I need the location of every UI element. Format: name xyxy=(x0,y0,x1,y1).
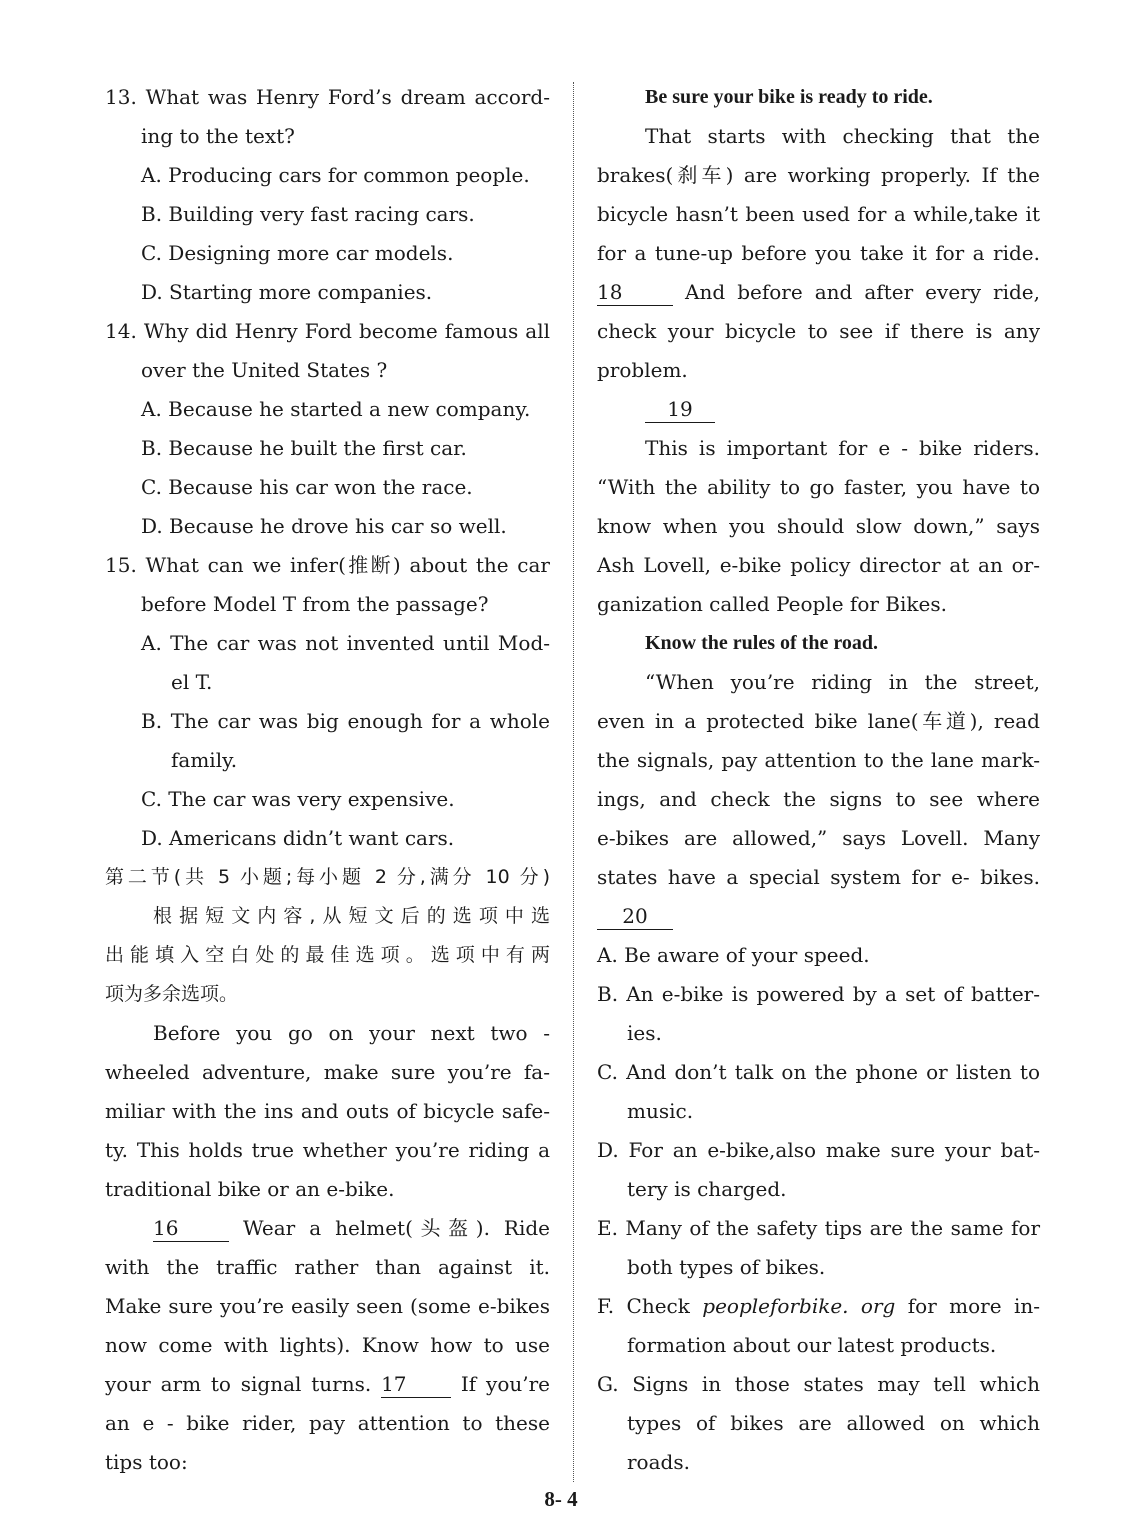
para2-line2: with the traffic rather than against it. xyxy=(105,1255,550,1279)
q13-stem-line1: 13. What was Henry Ford’s dream accord- xyxy=(105,85,550,109)
blank-19[interactable]: 19 xyxy=(645,396,715,423)
q13-option-b: B. Building very fast racing cars. xyxy=(141,202,475,226)
section-title: 第二节(共 5 小题;每小题 2 分,满分 10 分) xyxy=(105,866,550,888)
blank-18[interactable]: 18 xyxy=(597,279,673,306)
option-d-line1: D. For an e-bike,also make sure your bat- xyxy=(597,1138,1040,1162)
para1-line4: ty. This holds true whether you’re riding a xyxy=(105,1138,550,1162)
para1-line2: wheeled adventure, make sure you’re fa- xyxy=(105,1060,550,1084)
option-f-suffix: for more in- xyxy=(907,1294,1041,1318)
q15-option-c: C. The car was very expensive. xyxy=(141,787,455,811)
para3-line5 xyxy=(597,273,1040,312)
option-a: A. Be aware of your speed. xyxy=(597,943,870,967)
instructions-line1: 根据短文内容,从短文后的选项中选 xyxy=(153,905,550,927)
option-f-line1 xyxy=(597,1287,1040,1326)
para2-line5 xyxy=(105,1365,550,1404)
q14-stem-line1: 14. Why did Henry Ford become famous all xyxy=(105,319,550,343)
para5-line5: e-bikes are allowed,” says Lovell. Many xyxy=(597,826,1040,850)
blank-20-line xyxy=(597,897,1040,936)
q13-option-d: D. Starting more companies. xyxy=(141,280,433,304)
para3-line2: brakes(刹车) are working properly. If the xyxy=(597,163,1040,187)
option-f-prefix: F. Check xyxy=(597,1294,690,1318)
option-d-line2: tery is charged. xyxy=(627,1177,787,1201)
para5-line3: the signals, pay attention to the lane mark- xyxy=(597,748,1040,772)
q14-option-c: C. Because his car won the race. xyxy=(141,475,473,499)
q13-option-c: C. Designing more car models. xyxy=(141,241,454,265)
q15-option-b-line2: family. xyxy=(171,748,238,772)
para2-line7: tips too: xyxy=(105,1450,188,1474)
para3-line4: for a tune-up before you take it for a ride. xyxy=(597,241,1040,265)
option-f-line2: formation about our latest products. xyxy=(627,1333,997,1357)
heading-bike-ready: Be sure your bike is ready to ride. xyxy=(645,86,933,108)
q14-option-d: D. Because he drove his car so well. xyxy=(141,514,507,538)
para4-line5: ganization called People for Bikes. xyxy=(597,592,947,616)
option-g-line1: G. Signs in those states may tell which xyxy=(597,1372,1040,1396)
option-b-line1: B. An e-bike is powered by a set of batter- xyxy=(597,982,1040,1006)
para1-line3: miliar with the ins and outs of bicycle safe- xyxy=(105,1099,550,1123)
option-g-line3: roads. xyxy=(627,1450,690,1474)
para4-line3: know when you should slow down,” says xyxy=(597,514,1040,538)
q15-stem-line1: 15. What can we infer(推断) about the car xyxy=(105,553,550,577)
para4-line1: This is important for e - bike riders. xyxy=(645,436,1040,460)
option-g-line2: types of bikes are allowed on which xyxy=(627,1411,1040,1435)
option-c-line1: C. And don’t talk on the phone or listen to xyxy=(597,1060,1040,1084)
option-e-line2: both types of bikes. xyxy=(627,1255,826,1279)
q15-option-d: D. Americans didn’t want cars. xyxy=(141,826,455,850)
para4-line2: “With the ability to go faster, you have to xyxy=(597,475,1040,499)
para5-line1: “When you’re riding in the street, xyxy=(645,670,1040,694)
para1-line5: traditional bike or an e-bike. xyxy=(105,1177,395,1201)
para2-line1 xyxy=(105,1209,550,1248)
heading-rules-of-road: Know the rules of the road. xyxy=(645,632,878,654)
blank-17[interactable]: 17 xyxy=(381,1371,451,1398)
left-column xyxy=(105,78,550,1482)
para2-line4: now come with lights). Know how to use xyxy=(105,1333,550,1357)
instructions-line3: 项为多余选项。 xyxy=(105,983,239,1005)
blank-19-line xyxy=(597,390,1040,429)
para3-line6: check your bicycle to see if there is any xyxy=(597,319,1040,343)
q13-stem-line2: ing to the text? xyxy=(141,124,295,148)
option-b-line2: ies. xyxy=(627,1021,662,1045)
q15-option-b-line1: B. The car was big enough for a whole xyxy=(141,709,550,733)
para2-line3: Make sure you’re easily seen (some e-bikes xyxy=(105,1294,550,1318)
q13-option-a: A. Producing cars for common people. xyxy=(141,163,530,187)
para3-line3: bicycle hasn’t been used for a while,take it xyxy=(597,202,1040,226)
option-c-line2: music. xyxy=(627,1099,694,1123)
option-e-line1: E. Many of the safety tips are the same for xyxy=(597,1216,1040,1240)
para2-line5-before: your arm to signal turns. xyxy=(105,1372,372,1396)
para3-line1: That starts with checking that the xyxy=(645,124,1040,148)
q15-option-a-line1: A. The car was not invented until Mod- xyxy=(141,631,550,655)
para3-line5-text: And before and after every ride, xyxy=(685,280,1041,304)
option-f-link[interactable]: peopleforbike. org xyxy=(702,1294,896,1318)
q14-option-b: B. Because he built the first car. xyxy=(141,436,467,460)
para2-line1-text: Wear a helmet(头盔). Ride xyxy=(243,1216,551,1240)
q15-stem-line2: before Model T from the passage? xyxy=(141,592,489,616)
blank-16[interactable]: 16 xyxy=(153,1215,229,1242)
blank-20[interactable]: 20 xyxy=(597,903,673,930)
para5-line2: even in a protected bike lane(车道), read xyxy=(597,709,1040,733)
para5-line4: ings, and check the signs to see where xyxy=(597,787,1040,811)
q14-option-a: A. Because he started a new company. xyxy=(141,397,531,421)
column-divider xyxy=(573,82,574,1482)
q15-option-a-line2: el T. xyxy=(171,670,213,694)
para5-line6: states have a special system for e- bikes. xyxy=(597,865,1040,889)
para4-line4: Ash Lovell, e-bike policy director at an or- xyxy=(597,553,1040,577)
instructions-line2: 出能填入空白处的最佳选项。选项中有两 xyxy=(105,944,550,966)
right-column xyxy=(597,78,1040,1482)
para1-line1: Before you go on your next two - xyxy=(153,1021,550,1045)
para2-line5-after: If you’re xyxy=(460,1372,551,1396)
para2-line6: an e - bike rider, pay attention to these xyxy=(105,1411,550,1435)
page-number: 8- 4 xyxy=(544,1487,578,1511)
para3-line7: problem. xyxy=(597,358,688,382)
q14-stem-line2: over the United States ? xyxy=(141,358,388,382)
